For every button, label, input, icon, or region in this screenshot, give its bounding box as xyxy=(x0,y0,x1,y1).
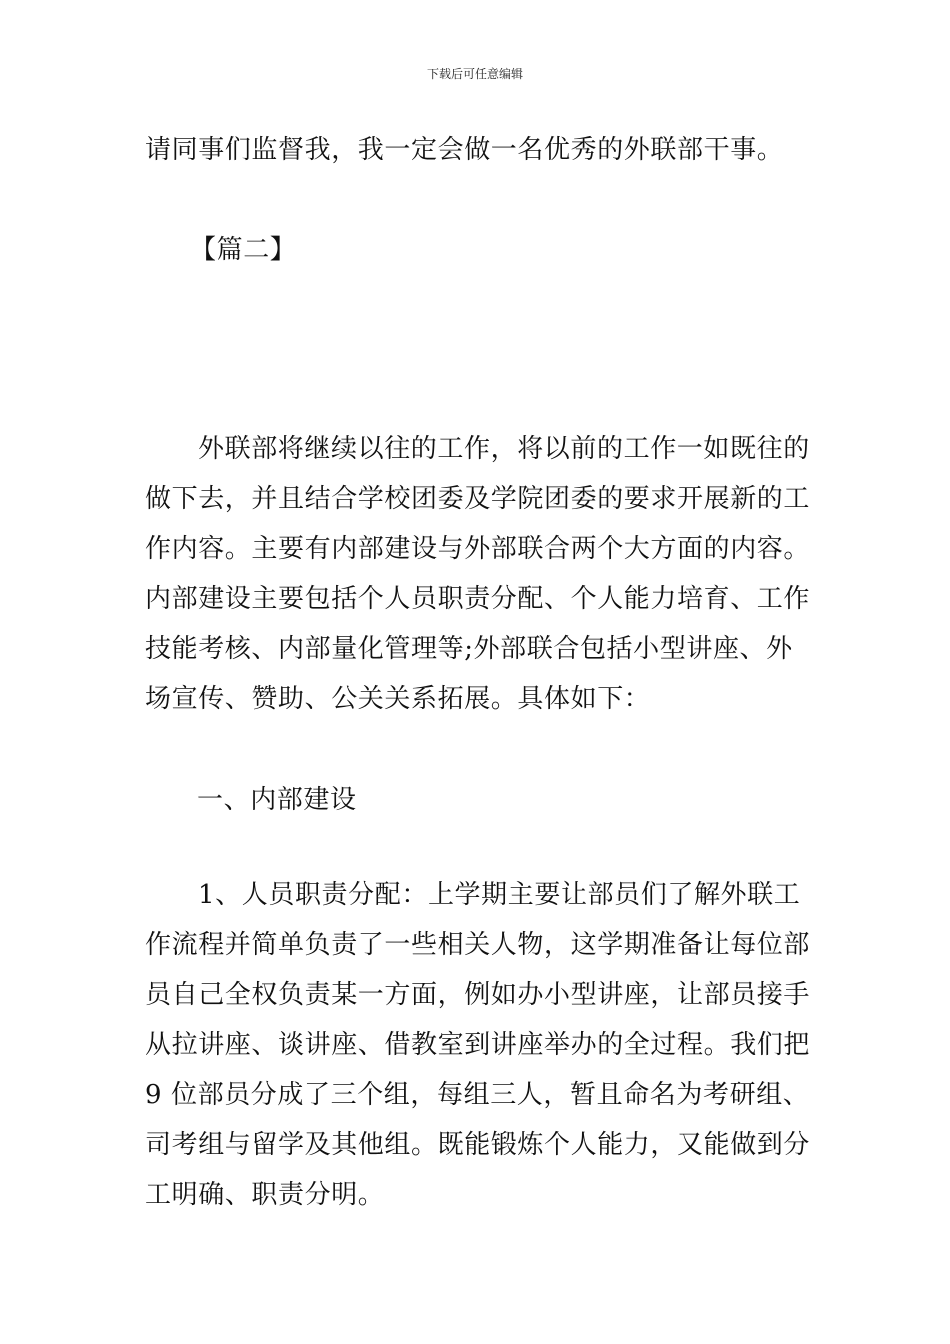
intro-paragraph: 外联部将继续以往的工作，将以前的工作一如既往的做下去，并且结合学校团委及学院团委的要求开展新的工作内容。主要有内部建设与外部联合两个大方面的内容。内部建设主要包括个人员职责分配、个人能力培育、工作技能考核、内部量化管理等;外部联合包括小型讲座、外场宣传、赞助、公关关系拓展。具体如下： xyxy=(145,434,811,714)
section-heading-internal-building: 一、内部建设 xyxy=(197,785,357,815)
page-header-note: 下载后可任意编辑 xyxy=(426,67,523,81)
closing-paragraph: 请同事们监督我，我一定会做一名优秀的外联部干事。 xyxy=(145,135,784,165)
section-title: 【篇二】 xyxy=(190,235,297,265)
list-item-staff-duties: 1、人员职责分配：上学期主要让部员们了解外联工作流程并简单负责了一些相关人物，这学期准备让每位部员自己全权负责某一方面，例如办小型讲座，让部员接手从拉讲座、谈讲座、借教室到讲座举办的全过程。我们把 9 位部员分成了三个组，每组三人，暂且命名为考研组、司考组与留学及其他组。既能锻炼个人能力，又能做到分工明确、职责分明。 xyxy=(145,880,811,1210)
